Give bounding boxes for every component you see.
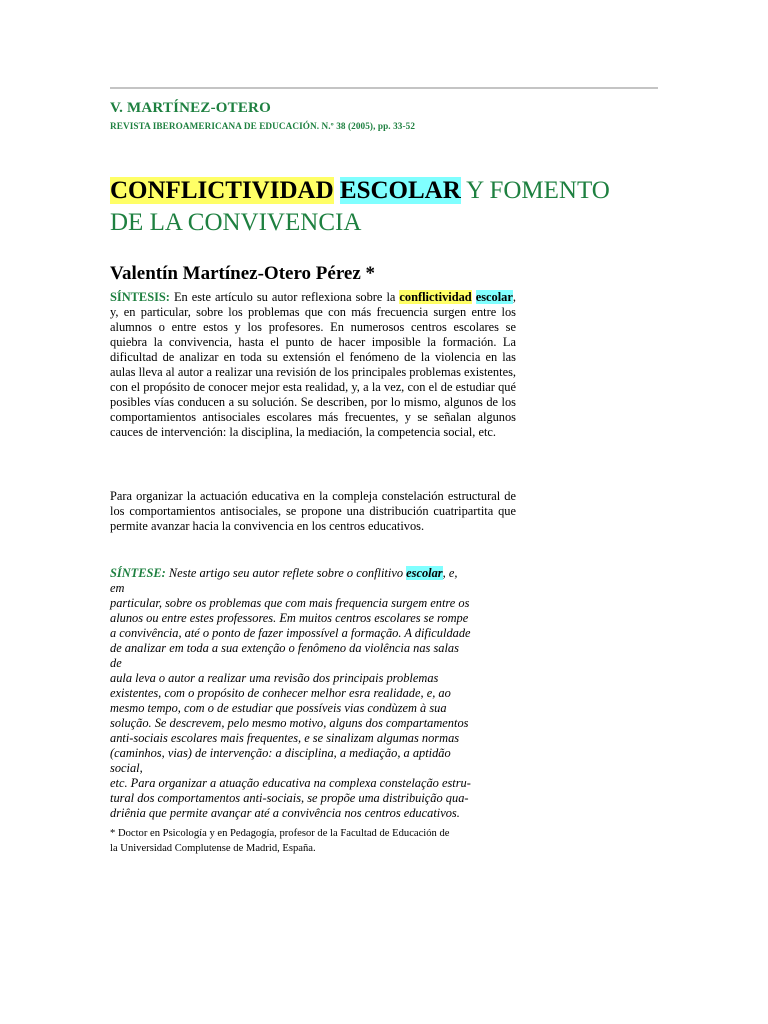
- sintese-line: social,: [110, 761, 143, 775]
- sintese-line: em: [110, 581, 125, 595]
- sintesis-paragraph: [110, 290, 516, 440]
- sintese-line: tural dos comportamentos anti-sociais, se propõe uma distribuição qua-: [110, 791, 469, 805]
- author-full-name: Valentín Martínez-Otero Pérez *: [110, 263, 376, 284]
- sintese-line: anti-sociais escolares mais frequentes, e se sinalizam algumas normas: [110, 731, 460, 745]
- sintese-line: mesmo tempo, com o de estudiar que possíveis vias condùzem à sua: [110, 701, 447, 715]
- sintese-line: alunos ou entre estes professores. Em muitos centros escolares se rompe: [110, 611, 469, 625]
- sintese-first-line: [110, 566, 530, 581]
- running-author: V. MARTÍNEZ-OTERO: [110, 100, 271, 116]
- author-footnote: [110, 826, 530, 856]
- sintese-line: aula leva o autor a realizar uma revisão dos principais problemas: [110, 671, 439, 685]
- sintesis-highlight-escolar: escolar: [475, 290, 513, 304]
- sintese-line: de analizar em toda a sua extenção o fenômeno da violência nas salas: [110, 641, 459, 655]
- journal-citation: REVISTA IBEROAMERICANA DE EDUCACIÓN. N.º 38 (2005), pp. 33-52: [110, 121, 416, 131]
- sintese-label: SÍNTESE:: [110, 566, 166, 580]
- sintese-line: existentes, com o propósito de conhecer melhor esra realidade, e, ao: [110, 686, 451, 700]
- title-line-2: DE LA CONVIVENCIA: [110, 209, 362, 236]
- sintese-highlight-escolar: escolar: [406, 566, 443, 580]
- sintese-pre: Neste artigo seu autor reflete sobre o conflitivo: [168, 566, 404, 580]
- sintesis-pre: En este artículo su autor reflexiona sobre la: [173, 290, 396, 304]
- sintese-line: etc. Para organizar a atuação educativa na complexa constelação estru-: [110, 776, 471, 790]
- sintese-line: solução. Se descrevem, pelo mesmo motivo, alguns dos compartamentos: [110, 716, 469, 730]
- sintesis-highlight-conflictividad: conflictividad: [399, 290, 472, 304]
- sintese-line: a convivência, até o ponto de fazer impossível a formação. A dificuldade: [110, 626, 471, 640]
- sintesis-body: , y, en particular, sobre los problemas que con más frecuencia surgen entre los alumnos o entre estos y los profesores. En numerosos centros escolares se quiebra la convivencia, hasta el punto de hacer imposible la formación. La dificultad de analizar en toda su extensión el fenómeno de la violencia en las aulas lleva al autor a realizar una revisión de los principales problemas existentes, con el propósito de conocer mejor esta realidad, y, a la vez, con el de estudiar qué posibles vías conducen a su solución. Se describen, por lo mismo, algunos de los comportamientos antisociales escolares más frecuentes, y se señalan algunos cauces de intervención: la disciplina, la mediación, la competencia social, etc.: [110, 290, 516, 439]
- title-highlight-escolar: ESCOLAR: [339, 177, 461, 204]
- sintese-post: , e,: [442, 566, 458, 580]
- article-title: [110, 175, 670, 239]
- sintese-paragraph: [110, 566, 530, 821]
- footnote-line-2: la Universidad Complutense de Madrid, España.: [110, 843, 316, 854]
- title-highlight-conflictividad: CONFLICTIVIDAD: [110, 177, 334, 204]
- sintesis-paragraph-2: Para organizar la actuación educativa en la compleja constelación estructural de los comportamientos antisociales, se propone una distribución cuatripartita que permite avanzar hacia la convivencia en los centros educativos.: [110, 489, 516, 533]
- sintese-line: de: [110, 656, 122, 670]
- sintese-line: particular, sobre os problemas que com mais frequencia surgem entre os: [110, 596, 470, 610]
- footnote-line-1: * Doctor en Psicología y en Pedagogía, profesor de la Facultad de Educación de: [110, 828, 450, 839]
- sintese-line: driênia que permite avançar até a convivência nos centros educativos.: [110, 806, 460, 820]
- title-rest: Y FOMENTO: [466, 177, 610, 204]
- top-rule: [110, 87, 658, 89]
- sintesis-label: SÍNTESIS:: [110, 290, 170, 304]
- sintese-line: (caminhos, vias) de intervenção: a disciplina, a mediação, a aptidão: [110, 746, 451, 760]
